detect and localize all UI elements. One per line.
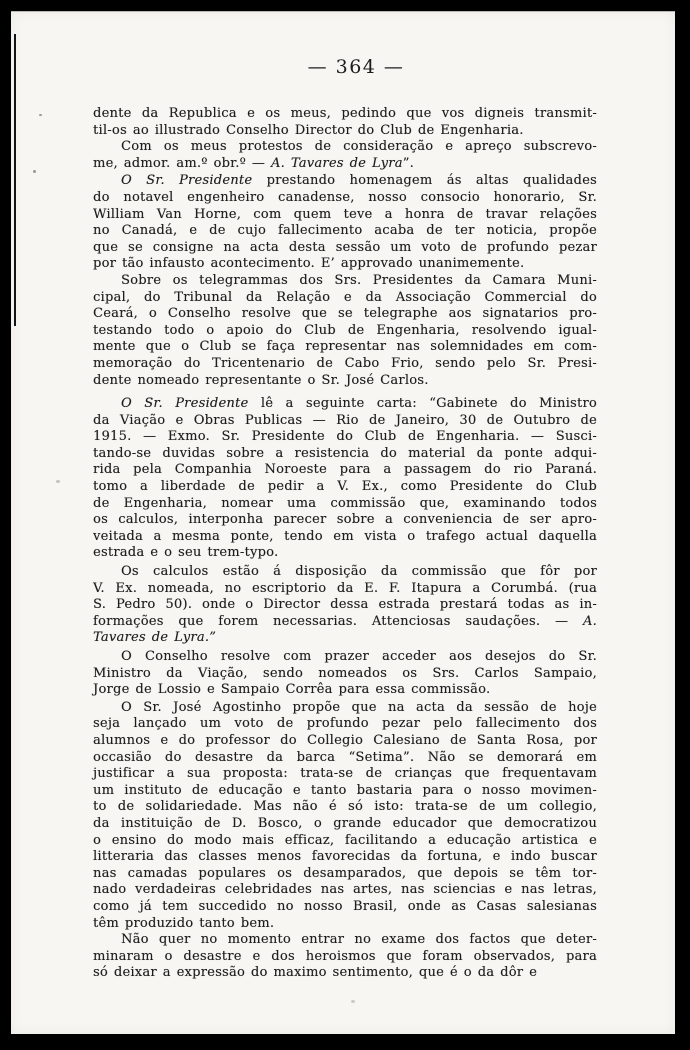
text-line: os calculos, interponha parecer sobre a conveniencia de ser apro- xyxy=(93,512,597,528)
paragraph xyxy=(93,139,597,172)
text-line: mente que o Club se faça representar nas solemnidades em com- xyxy=(93,339,597,355)
text-line: de Engenharia, nomear uma commissão que, examinando todos xyxy=(93,495,597,511)
text-line: dente da Republica e os meus, pedindo que vos digneis transmit- xyxy=(93,106,597,121)
paragraph xyxy=(93,173,597,273)
text-line: tando-se duvidas sobre a resistencia do material da ponte adqui- xyxy=(93,445,597,461)
text-line: seja lançado um voto de profundo pezar pelo fallecimento dos xyxy=(93,716,597,732)
scan-speck xyxy=(351,1000,355,1003)
text-line: por tão infausto acontecimento. E’ approvado unanimemente. xyxy=(93,256,525,272)
text-line: justificar a sua proposta: trata-se de crianças que frequentavam xyxy=(93,766,597,782)
paragraph xyxy=(93,564,597,647)
text-line: nado verdadeiras celebridades nas artes, nas sciencias e nas letras, xyxy=(93,882,597,898)
page-number: — 364 — xyxy=(307,56,405,78)
text-line: Não quer no momento entrar no exame dos factos que deter- xyxy=(121,932,597,948)
text-line: O Sr. Presidente prestando homenagem ás altas qualidades xyxy=(121,173,597,189)
text-line: um instituto de educação e tanto bastaria para o nosso movimen- xyxy=(93,782,597,798)
text-line: S. Pedro 50). onde o Director dessa estrada prestará todas as in- xyxy=(93,597,597,613)
text-line: da Viação e Obras Publicas — Rio de Janeiro, 30 de Outubro de xyxy=(93,412,597,428)
text-line: têm produzido tanto bem. xyxy=(93,915,275,931)
text-line: só deixar a expressão do maximo sentimento, que é o da dôr e xyxy=(93,965,538,981)
text-line: do notavel engenheiro canadense, nosso consocio honorario, Sr. xyxy=(93,189,597,205)
text-line: William Van Horne, com quem teve a honra de travar relações xyxy=(93,206,597,222)
paragraph xyxy=(93,649,597,699)
paragraph xyxy=(93,106,597,139)
text-line: V. Ex. nomeada, no escriptorio da E. F. Itapura a Corumbá. (rua xyxy=(93,580,597,596)
text-line: rida pela Companhia Noroeste para a passagem do rio Paraná. xyxy=(93,462,597,478)
paragraph xyxy=(93,396,597,562)
text-line: dente nomeado representante o Sr. José Carlos. xyxy=(93,372,429,388)
text-line: to de solidariedade. Mas não é só isto: trata-se de um collegio, xyxy=(93,799,597,815)
text-line: estrada e o seu trem-typo. xyxy=(93,545,279,561)
text-line: Os calculos estão á disposição da commissão que fôr por xyxy=(121,564,597,580)
text-line: o ensino do modo mais efficaz, facilitando a educação artistica e xyxy=(93,832,597,848)
text-line: veitada a mesma ponte, tendo em vista o trafego actual daquella xyxy=(93,528,597,544)
text-line: til-os ao illustrado Conselho Director do Club de Engenharia. xyxy=(93,122,524,138)
text-line: O Sr. José Agostinho propõe que na acta da sessão de hoje xyxy=(121,699,597,715)
body-text xyxy=(93,106,597,982)
page-fold-line xyxy=(14,34,16,326)
text-line: cipal, do Tribunal da Relação e da Associação Commercial do xyxy=(93,289,597,305)
text-line: formações que forem necessarias. Attenciosas saudações. — A. xyxy=(93,613,597,629)
paragraph xyxy=(93,700,597,932)
text-line: nas camadas populares os desamparados, que depois se têm tor- xyxy=(93,865,597,881)
scan-speck xyxy=(33,170,36,173)
text-line: Ceará, o Conselho resolve que se telegraphe aos signatarios pro- xyxy=(93,306,597,322)
text-line: da instituição de D. Bosco, o grande educador que democratizou xyxy=(93,815,597,831)
text-line: litteraria das classes menos favorecidas da fortuna, e indo buscar xyxy=(93,849,597,865)
text-line: Sobre os telegrammas dos Srs. Presidentes da Camara Muni- xyxy=(121,272,597,288)
text-line: que se consigne na acta desta sessão um voto de profundo pezar xyxy=(93,239,597,255)
scan-speck xyxy=(56,480,60,483)
text-line: 1915. — Exmo. Sr. Presidente do Club de Engenharia. — Susci- xyxy=(93,429,597,445)
text-line: memoração do Tricentenario de Cabo Frio, sendo pelo Sr. Presi- xyxy=(93,355,597,371)
text-line: no Canadá, e de cujo fallecimento acaba de ter noticia, propõe xyxy=(93,223,597,239)
text-line: Jorge de Lossio e Sampaio Corrêa para essa commissão. xyxy=(93,682,491,698)
paragraph xyxy=(93,273,597,389)
scanned-page xyxy=(11,11,675,1034)
text-line: como já tem succedido no nosso Brasil, onde as Casas salesianas xyxy=(93,898,597,914)
text-line: testando todo o apoio do Club de Engenharia, resolvendo igual- xyxy=(93,322,597,338)
text-line: Com os meus protestos de consideração e apreço subscrevo- xyxy=(121,139,597,155)
text-line: occasião do desastre da barca “Setima”. Não se demorará em xyxy=(93,749,597,765)
text-line: minaram o desastre e dos heroismos que foram observados, para xyxy=(93,948,597,964)
text-line: Tavares de Lyra.” xyxy=(93,630,217,646)
text-line: O Conselho resolve com prazer acceder aos desejos do Sr. xyxy=(121,649,597,664)
text-line: alumnos e do professor do Collegio Calesiano de Santa Rosa, por xyxy=(93,732,597,748)
text-line: O Sr. Presidente lê a seguinte carta: “Gabinete do Ministro xyxy=(121,396,597,412)
text-line: tomo a liberdade de pedir a V. Ex., como Presidente do Club xyxy=(93,479,597,495)
scan-speck xyxy=(39,114,42,116)
paragraph xyxy=(93,932,597,982)
text-line: Ministro da Viação, sendo nomeados os Srs. Carlos Sampaio, xyxy=(93,665,597,681)
text-line: me, admor. am.º obr.º — A. Tavares de Lyra”. xyxy=(93,155,414,171)
